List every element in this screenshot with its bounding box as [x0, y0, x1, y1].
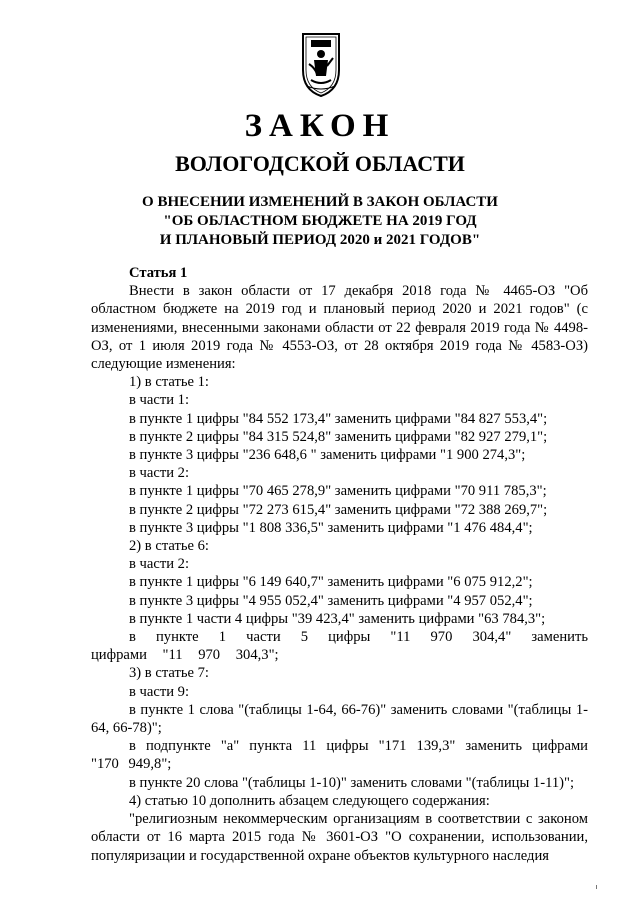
list-item: в пункте 2 цифры "72 273 615,4" заменить цифрами "72 388 269,7";	[129, 501, 548, 518]
list-item: 4) статью 10 дополнить абзацем следующего содержания:	[129, 792, 490, 809]
list-item: в пункте 1 части 5 цифры "11 970 304,4" заменить цифрами "11 970 304,3";	[91, 629, 588, 664]
list-item: 2) в статье 6:	[129, 538, 209, 555]
coat-of-arms-icon	[297, 30, 345, 100]
list-item: 1) в статье 1:	[129, 374, 209, 391]
list-item: в подпункте "а" пункта 11 цифры "171 139,3" заменить цифрами "170 949,8";	[91, 738, 588, 773]
list-item: в пункте 3 цифры "236 648,6 " заменить цифрами "1 900 274,3";	[129, 447, 526, 464]
law-subtitle	[0, 193, 640, 250]
list-item: в части 2:	[129, 465, 190, 482]
article-title: Статья 1	[129, 265, 188, 281]
subtitle-line: "ОБ ОБЛАСТНОМ БЮДЖЕТЕ НА 2019 ГОД	[163, 213, 477, 229]
law-body	[91, 264, 588, 865]
region-title: ВОЛОГОДСКОЙ ОБЛАСТИ	[175, 151, 465, 176]
list-item: в пункте 1 цифры "70 465 278,9" заменить цифрами "70 911 785,3";	[129, 483, 547, 500]
list-item: в пункте 1 цифры "6 149 640,7" заменить цифрами "6 075 912,2";	[129, 574, 533, 591]
list-item: в пункте 1 слова "(таблицы 1-64, 66-76)" заменить словами "(таблицы 1-64, 66-78)";	[91, 701, 588, 737]
quoted-paragraph: "религиозным некоммерческим организациям в соответствии с законом области от 16 марта 2015 года № 3601-ОЗ "О сохранении, использовании, популяризации и государственной охране объектов культурного наследия	[91, 811, 588, 864]
subtitle-line: И ПЛАНОВЫЙ ПЕРИОД 2020 и 2021 ГОДОВ"	[159, 232, 481, 248]
list-item: в пункте 1 цифры "84 552 173,4" заменить цифрами "84 827 553,4";	[129, 410, 548, 427]
article-intro: Внести в закон области от 17 декабря 2018 года № 4465-ОЗ "Об областном бюджете на 2019 год и плановый период 2020 и 2021 годов" (с изменениями, внесенными законами области от 22 февраля 2019 года № 4498-ОЗ, от 1 июля 2019 года № 4553-ОЗ, от 28 октября 2019 года № 4583-ОЗ) следующие изменения:	[91, 283, 588, 373]
list-item: в части 1:	[129, 392, 190, 409]
list-item: в пункте 3 цифры "1 808 336,5" заменить цифрами "1 476 484,4";	[129, 519, 533, 536]
list-item: 3) в статье 7:	[129, 665, 209, 682]
law-title: ЗАКОН	[244, 108, 396, 144]
list-item: в пункте 2 цифры "84 315 524,8" заменить цифрами "82 927 279,1";	[129, 428, 548, 445]
subtitle-line: О ВНЕСЕНИИ ИЗМЕНЕНИЙ В ЗАКОН ОБЛАСТИ	[142, 194, 498, 210]
list-item: в пункте 3 цифры "4 955 052,4" заменить цифрами "4 957 052,4";	[129, 592, 533, 609]
scan-mark	[596, 885, 597, 889]
list-item: в части 2:	[129, 556, 190, 573]
list-item: в пункте 1 части 4 цифры "39 423,4" заменить цифрами "63 784,3";	[129, 610, 546, 627]
list-item: в пункте 20 слова "(таблицы 1-10)" заменить словами "(таблицы 1-11)";	[129, 774, 574, 791]
list-item: в части 9:	[129, 683, 190, 700]
